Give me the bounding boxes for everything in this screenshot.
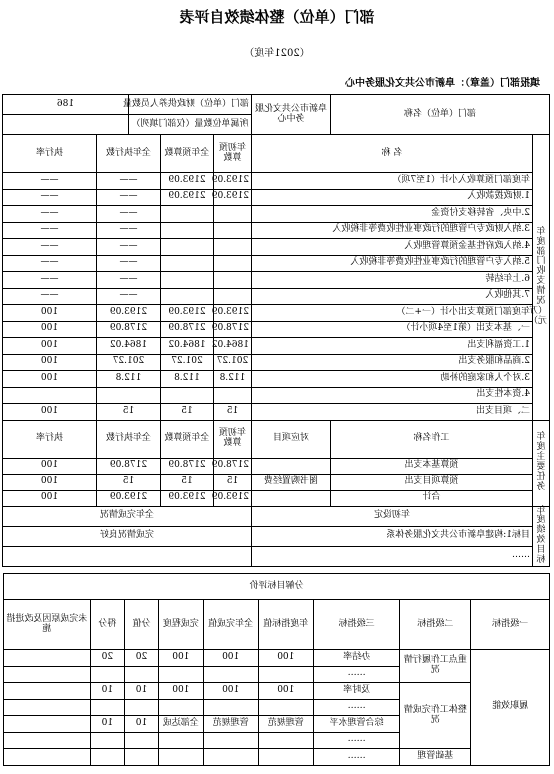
done-value: [203, 666, 258, 683]
task-row: [2, 490, 549, 506]
lvl3-name: ……: [313, 749, 400, 766]
fund-item-exec-rate: [2, 387, 96, 404]
lvl2-name: 整体工作完成情况: [400, 683, 471, 749]
task-project: 图书购置经费: [251, 474, 330, 490]
score-header: 得分: [90, 600, 124, 650]
fund-item-full-exec: ——: [96, 255, 160, 272]
goal-done: 完成情况良好: [2, 526, 251, 546]
task-name: 预算项目支出: [330, 474, 532, 490]
fund-item-budget: 2193.09: [213, 305, 251, 322]
degree-header: 完成程度: [159, 600, 204, 650]
task-budget: 15: [213, 474, 251, 490]
fund-item-full-exec: ——: [96, 206, 160, 223]
fund-item-full-exec: 15: [96, 404, 160, 421]
task-name: 预算基本支出: [330, 458, 532, 474]
completion-degree: 100: [159, 683, 204, 700]
target-value: 100: [258, 683, 313, 700]
filler-unit: 填报部门（盖章）：阜新市公共文化服务中心: [345, 78, 540, 89]
target-value: [258, 666, 313, 683]
target-header: 年度指标值: [258, 600, 313, 650]
task-full-budget: 2193.09: [160, 490, 213, 506]
fund-item-exec-rate: 100: [2, 371, 96, 388]
fund-item-name: 2.商品和服务支出: [251, 354, 532, 371]
form-title: 部门（单位）整体绩效自评表: [179, 8, 375, 26]
fund-row: [2, 239, 549, 256]
fund-item-name: 年度部门预算收入小计（1至7项）: [251, 173, 532, 190]
lvl3-name: ……: [313, 699, 400, 716]
done-value: 管理规范: [203, 716, 258, 733]
completion-degree: [159, 749, 204, 766]
task-project-header: 对应项目: [251, 420, 330, 458]
task-row: [2, 458, 549, 474]
fund-item-name: 1.财政拨款收入: [251, 189, 532, 206]
task-full-exec: 2193.09: [96, 490, 160, 506]
fund-item-full-budget: 2193.09: [160, 189, 213, 206]
fund-item-exec-rate: 100: [2, 321, 96, 338]
reason-text: [4, 683, 91, 700]
fund-item-budget: [213, 222, 251, 239]
fund-item-budget: 2193.09: [213, 173, 251, 190]
task-full-exec-header: 全年执行数: [96, 420, 160, 458]
task-exec-rate-header: 执行率: [2, 420, 96, 458]
indicator-title: 分解目标评价: [4, 574, 550, 600]
fund-item-exec-rate: 100: [2, 305, 96, 322]
task-side-label: 年度主要任务: [533, 420, 550, 506]
fund-item-name: 一、基本支出（第1至4项小计）: [251, 321, 532, 338]
task-budget: 2178.09: [213, 458, 251, 474]
lvl3-header: 三级指标: [313, 600, 400, 650]
indicator-row: [4, 650, 550, 667]
fund-row: [2, 354, 549, 371]
goal-side-label: 年度绩效目标: [533, 506, 550, 566]
completion-degree: [159, 699, 204, 716]
indicator-row: [4, 683, 550, 700]
goal-done: [2, 546, 251, 566]
fund-item-name: 3.对个人和家庭的补助: [251, 371, 532, 388]
indicator-row: [4, 749, 550, 766]
task-name: 合计: [330, 490, 532, 506]
done-value-header: 全年完成值: [203, 600, 258, 650]
fund-item-full-exec: ——: [96, 272, 160, 289]
fund-item-exec-rate: 100: [2, 354, 96, 371]
staff-count-value: 186: [2, 95, 128, 115]
lvl2-name: 基础管理: [400, 749, 471, 766]
fund-item-name: 4.资本性支出: [251, 387, 532, 404]
completion-degree: 全部达成: [159, 716, 204, 733]
score-value: [90, 699, 124, 716]
fund-item-name: 6.上年结转: [251, 272, 532, 289]
col-full-exec-header: 全年执行数: [96, 135, 160, 173]
target-value: [258, 749, 313, 766]
score-value: 20: [90, 650, 124, 667]
fund-item-name: 4.纳入政府性基金预算管理收入: [251, 239, 532, 256]
weight-value: [124, 699, 158, 716]
fund-item-budget: 2193.09: [213, 189, 251, 206]
fund-item-full-budget: [160, 387, 213, 404]
fund-item-full-exec: 201.27: [96, 354, 160, 371]
subunit-count-value: [2, 115, 128, 135]
goal-row: [2, 546, 549, 566]
completion-degree: [159, 666, 204, 683]
score-value: 10: [90, 716, 124, 733]
task-exec-rate: 100: [2, 458, 96, 474]
fund-item-full-exec: ——: [96, 239, 160, 256]
lvl2-header: 二级指标: [400, 600, 471, 650]
task-exec-rate: 100: [2, 490, 96, 506]
fund-item-full-budget: 112.8: [160, 371, 213, 388]
score-value: [90, 749, 124, 766]
fund-row: [2, 371, 549, 388]
fund-item-name: 5.纳入专户管理的行政事业性收费等非税收入: [251, 255, 532, 272]
col-name-header: 名 称: [251, 135, 532, 173]
weight-header: 分值: [124, 600, 158, 650]
fund-item-full-budget: [160, 206, 213, 223]
fund-item-full-exec: [96, 387, 160, 404]
fund-item-full-budget: 2178.09: [160, 321, 213, 338]
fund-item-exec-rate: ——: [2, 222, 96, 239]
fund-item-budget: 201.27: [213, 354, 251, 371]
lvl3-name: ……: [313, 732, 400, 749]
fund-row: [2, 272, 549, 289]
task-full-budget: 15: [160, 474, 213, 490]
fund-item-full-budget: [160, 272, 213, 289]
staff-count-label: 部门（单位）财政供养人员数量: [128, 95, 251, 115]
lvl3-name: 综合管理水平: [313, 716, 400, 733]
fund-item-budget: [213, 206, 251, 223]
fund-item-full-budget: 2193.09: [160, 305, 213, 322]
reason-header: 未完成原因及改进措施: [4, 600, 91, 650]
fund-item-full-budget: 15: [160, 404, 213, 421]
completion-degree: [159, 732, 204, 749]
fund-item-full-budget: [160, 288, 213, 305]
dept-name-value: 阜新市公共文化服务中心: [251, 95, 330, 135]
perf-label: 履职效能: [471, 650, 550, 766]
done-value: 100: [203, 650, 258, 667]
fund-item-exec-rate: ——: [2, 189, 96, 206]
fund-row: [2, 255, 549, 272]
task-name-header: 工作名称: [330, 420, 532, 458]
fund-item-full-exec: ——: [96, 173, 160, 190]
fund-item-exec-rate: ——: [2, 173, 96, 190]
lvl3-name: 办结率: [313, 650, 400, 667]
fund-item-full-exec: 1864.02: [96, 338, 160, 355]
fund-item-full-exec: 2193.09: [96, 305, 160, 322]
fund-row: [2, 189, 549, 206]
weight-value: 10: [124, 716, 158, 733]
reason-text: [4, 749, 91, 766]
fund-row: [2, 288, 549, 305]
fund-row: [2, 305, 549, 322]
fund-item-exec-rate: ——: [2, 206, 96, 223]
fund-item-exec-rate: 100: [2, 404, 96, 421]
fund-item-full-budget: [160, 222, 213, 239]
fund-item-exec-rate: ——: [2, 288, 96, 305]
goal-set: ……: [251, 546, 532, 566]
col-budget-header: 年初预算数: [213, 135, 251, 173]
subunit-count-label: 所属单位数量（仅部门填列）: [128, 115, 251, 135]
goal-done-header: 全年完成情况: [2, 506, 251, 526]
score-value: [90, 732, 124, 749]
done-value: [203, 699, 258, 716]
fund-item-full-exec: 2178.09: [96, 321, 160, 338]
reason-text: [4, 650, 91, 667]
fund-item-budget: [213, 255, 251, 272]
fund-item-budget: [213, 272, 251, 289]
fund-item-name: 3.纳入财政专户管理的行政事业性收费等非税收入: [251, 222, 532, 239]
goal-set: 目标1:构建阜新市公共文化服务体系: [251, 526, 532, 546]
weight-value: [124, 732, 158, 749]
fund-row: [2, 321, 549, 338]
task-full-exec: 2178.09: [96, 458, 160, 474]
fund-item-full-budget: 1864.02: [160, 338, 213, 355]
target-value: 管理规范: [258, 716, 313, 733]
reason-text: [4, 732, 91, 749]
fund-item-name: 1.工资福利支出: [251, 338, 532, 355]
weight-value: [124, 749, 158, 766]
target-value: [258, 699, 313, 716]
reason-text: [4, 666, 91, 683]
fund-item-budget: [213, 239, 251, 256]
fund-row: [2, 222, 549, 239]
fund-item-budget: [213, 387, 251, 404]
fund-row: [2, 387, 549, 404]
fund-item-name: 2.中央、省转移支付资金: [251, 206, 532, 223]
fund-row: [2, 338, 549, 355]
fund-item-full-budget: 201.27: [160, 354, 213, 371]
lvl3-name: ……: [313, 666, 400, 683]
reason-text: [4, 699, 91, 716]
task-full-budget: 2178.09: [160, 458, 213, 474]
fund-row: [2, 173, 549, 190]
fund-item-full-budget: [160, 239, 213, 256]
reason-text: [4, 716, 91, 733]
task-full-budget-header: 全年预算数: [160, 420, 213, 458]
fund-side-label: 年度部门收支情况（万元）: [533, 135, 550, 421]
fund-item-exec-rate: ——: [2, 239, 96, 256]
fund-item-full-exec: ——: [96, 288, 160, 305]
col-exec-rate-header: 执行率: [2, 135, 96, 173]
weight-value: [124, 666, 158, 683]
fund-item-exec-rate: 100: [2, 338, 96, 355]
target-value: [258, 732, 313, 749]
fund-item-budget: 2178.09: [213, 321, 251, 338]
task-exec-rate: 100: [2, 474, 96, 490]
fund-row: [2, 404, 549, 421]
fund-item-full-exec: ——: [96, 222, 160, 239]
fund-item-budget: 112.8: [213, 371, 251, 388]
goal-row: [2, 526, 549, 546]
score-value: 10: [90, 683, 124, 700]
task-full-exec: 15: [96, 474, 160, 490]
task-budget-header: 年初预算数: [213, 420, 251, 458]
task-project: [251, 490, 330, 506]
fund-item-name: 二、项目支出: [251, 404, 532, 421]
fund-item-full-budget: 2193.09: [160, 173, 213, 190]
fund-item-exec-rate: ——: [2, 272, 96, 289]
fund-item-full-budget: [160, 255, 213, 272]
budget-table: [2, 94, 550, 567]
fund-item-full-exec: 112.8: [96, 371, 160, 388]
done-value: [203, 732, 258, 749]
target-value: 100: [258, 650, 313, 667]
done-value: [203, 749, 258, 766]
done-value: 100: [203, 683, 258, 700]
task-project: [251, 458, 330, 474]
lvl3-name: 及时率: [313, 683, 400, 700]
score-value: [90, 666, 124, 683]
task-row: [2, 474, 549, 490]
fund-item-exec-rate: ——: [2, 255, 96, 272]
year-note: （2021年度）: [244, 48, 310, 59]
dept-name-label: 部门（单位）名称: [330, 95, 549, 135]
goal-set-header: 年初设定: [251, 506, 532, 526]
col-full-budget-header: 全年预算数: [160, 135, 213, 173]
indicator-table: [3, 573, 550, 766]
fund-item-name: 7.其他收入: [251, 288, 532, 305]
task-budget: 2193.09: [213, 490, 251, 506]
lvl1-header: 一级指标: [471, 600, 550, 650]
completion-degree: 100: [159, 650, 204, 667]
fund-row: [2, 206, 549, 223]
fund-item-name: 年度部门预算支出小计（一+二）: [251, 305, 532, 322]
weight-value: 20: [124, 650, 158, 667]
fund-item-budget: 1864.02: [213, 338, 251, 355]
weight-value: 10: [124, 683, 158, 700]
fund-item-budget: 15: [213, 404, 251, 421]
fund-item-budget: [213, 288, 251, 305]
fund-item-full-exec: ——: [96, 189, 160, 206]
lvl2-name: 重点工作履行情况: [400, 650, 471, 683]
